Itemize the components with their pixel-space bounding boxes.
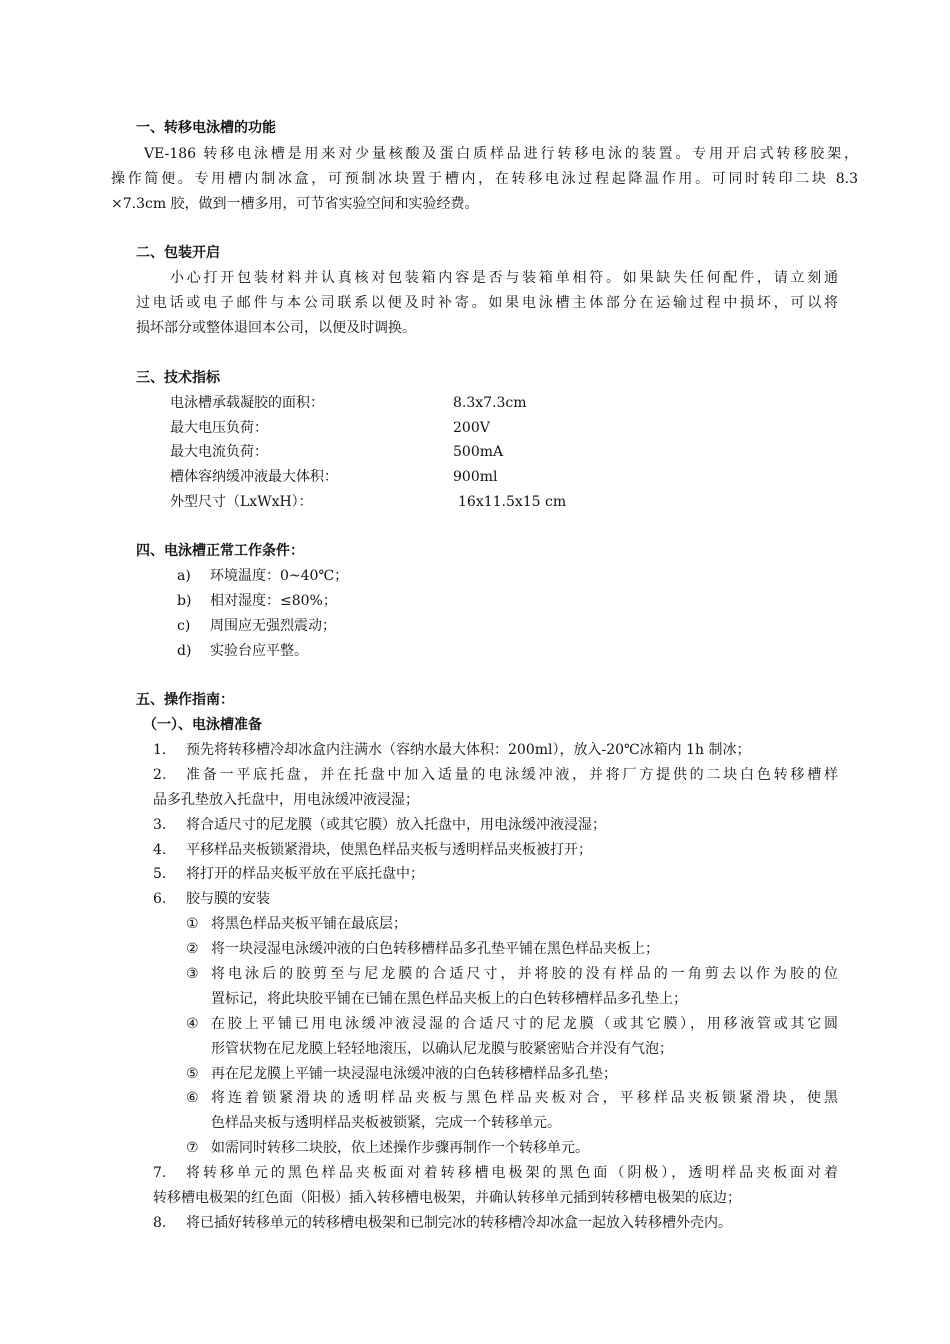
condition-text: 环境温度：0~40℃； bbox=[210, 568, 349, 584]
substep-mark: ④ bbox=[186, 1016, 199, 1032]
section-1-line-3: ×7.3cm 胶，做到一槽多用，可节省实验空间和实验经费。 bbox=[111, 196, 479, 212]
section-2-line-2: 过电话或电子邮件与本公司联系以便及时补寄。如果电泳槽主体部分在运输过程中损坏，可以将 bbox=[136, 295, 838, 311]
section-2-line-1: 小心打开包装材料并认真核对包装箱内容是否与装箱单相符。如果缺失任何配件，请立刻通 bbox=[170, 270, 838, 286]
step-number: 6. bbox=[153, 891, 167, 907]
step-continuation: 转移槽电极架的红色面（阳极）插入转移槽电极架，并确认转移单元插到转移槽电极架的底边； bbox=[153, 1190, 741, 1206]
condition-text: 相对湿度：≤80%； bbox=[210, 593, 337, 609]
step-number: 8. bbox=[153, 1215, 167, 1231]
spec-value: 8.3x7.3cm bbox=[453, 395, 527, 411]
step-text: 将已插好转移单元的转移槽电极架和已制完冰的转移槽冷却冰盒一起放入转移槽外壳内。 bbox=[186, 1215, 732, 1231]
subsection-heading: （一）、电泳槽准备 bbox=[143, 717, 262, 733]
step-number: 2. bbox=[153, 767, 167, 783]
substep-mark: ⑥ bbox=[186, 1090, 199, 1106]
section-4-heading: 四、电泳槽正常工作条件： bbox=[136, 543, 304, 559]
spec-value: 16x11.5x15 cm bbox=[458, 494, 567, 510]
step-text: 平移样品夹板锁紧滑块，使黑色样品夹板与透明样品夹板被打开； bbox=[186, 842, 592, 858]
step-text: 将合适尺寸的尼龙膜（或其它膜）放入托盘中，用电泳缓冲液浸湿； bbox=[186, 817, 606, 833]
substep-text: 在胶上平铺已用电泳缓冲液浸湿的合适尺寸的尼龙膜（或其它膜），用移液管或其它圆 bbox=[211, 1016, 838, 1032]
step-number: 3. bbox=[153, 817, 167, 833]
step-text: 胶与膜的安装 bbox=[186, 891, 270, 907]
section-1-heading: 一、转移电泳槽的功能 bbox=[136, 120, 276, 136]
section-1-line-2: 操作简便。专用槽内制冰盒，可预制冰块置于槽内，在转移电泳过程起降温作用。可同时转印二块 8.3 bbox=[111, 171, 858, 187]
condition-mark: c) bbox=[177, 618, 191, 634]
section-2-heading: 二、包装开启 bbox=[136, 245, 220, 261]
substep-text: 将电泳后的胶剪至与尼龙膜的合适尺寸，并将胶的没有样品的一角剪去以作为胶的位 bbox=[211, 966, 838, 982]
step-continuation: 品多孔垫放入托盘中，用电泳缓冲液浸湿； bbox=[153, 792, 419, 808]
spec-label: 最大电压负荷： bbox=[170, 420, 268, 436]
step-text: 将转移单元的黑色样品夹板面对着转移槽电极架的黑色面（阴极），透明样品夹板面对着 bbox=[186, 1165, 838, 1181]
condition-mark: a) bbox=[177, 568, 191, 584]
substep-mark: ⑤ bbox=[186, 1066, 199, 1082]
substep-mark: ⑦ bbox=[186, 1140, 199, 1156]
substep-text: 如需同时转移二块胶，依上述操作步骤再制作一个转移单元。 bbox=[211, 1140, 589, 1156]
step-text: 将打开的样品夹板平放在平底托盘中； bbox=[186, 866, 424, 882]
substep-mark: ① bbox=[186, 916, 199, 932]
condition-mark: b) bbox=[177, 593, 192, 609]
section-1-line-1: VE-186 转移电泳槽是用来对少量核酸及蛋白质样品进行转移电泳的装置。专用开启式转移胶架， bbox=[144, 146, 858, 162]
step-number: 5. bbox=[153, 866, 167, 882]
step-text: 准备一平底托盘，并在托盘中加入适量的电泳缓冲液，并将厂方提供的二块白色转移槽样 bbox=[186, 767, 838, 783]
substep-text: 置标记，将此块胶平铺在已铺在黑色样品夹板上的白色转移槽样品多孔垫上； bbox=[211, 991, 687, 1007]
substep-mark: ② bbox=[186, 941, 199, 957]
step-number: 1. bbox=[153, 742, 167, 758]
spec-label: 外型尺寸（LxWxH）： bbox=[170, 494, 313, 510]
step-number: 4. bbox=[153, 842, 167, 858]
spec-value: 900ml bbox=[453, 469, 498, 485]
substep-text: 将黑色样品夹板平铺在最底层； bbox=[211, 916, 407, 932]
step-text: 预先将转移槽冷却冰盒内注满水（容纳水最大体积：200ml），放入-20℃冰箱内 1h 制冰； bbox=[186, 742, 751, 758]
spec-label: 槽体容纳缓冲液最大体积： bbox=[170, 469, 338, 485]
step-number: 7. bbox=[153, 1165, 167, 1181]
section-2-line-3: 损坏部分或整体退回本公司，以便及时调换。 bbox=[136, 320, 416, 336]
spec-value: 500mA bbox=[453, 444, 504, 460]
spec-label: 电泳槽承载凝胶的面积： bbox=[170, 395, 324, 411]
condition-text: 实验台应平整。 bbox=[210, 643, 308, 659]
substep-text: 再在尼龙膜上平铺一块浸湿电泳缓冲液的白色转移槽样品多孔垫； bbox=[211, 1066, 617, 1082]
spec-label: 最大电流负荷： bbox=[170, 444, 268, 460]
section-3-heading: 三、技术指标 bbox=[136, 370, 220, 386]
section-5-heading: 五、操作指南： bbox=[136, 692, 234, 708]
substep-text: 形管状物在尼龙膜上轻轻地滚压，以确认尼龙膜与胶紧密贴合并没有气泡； bbox=[211, 1041, 673, 1057]
substep-text: 将一块浸湿电泳缓冲液的白色转移槽样品多孔垫平铺在黑色样品夹板上； bbox=[211, 941, 659, 957]
condition-mark: d) bbox=[177, 643, 192, 659]
condition-text: 周围应无强烈震动； bbox=[210, 618, 336, 634]
substep-text: 将连着锁紧滑块的透明样品夹板与黑色样品夹板对合，平移样品夹板锁紧滑块，使黑 bbox=[211, 1090, 838, 1106]
substep-text: 色样品夹板与透明样品夹板被锁紧，完成一个转移单元。 bbox=[211, 1115, 561, 1131]
substep-mark: ③ bbox=[186, 966, 199, 982]
spec-value: 200V bbox=[453, 420, 490, 436]
